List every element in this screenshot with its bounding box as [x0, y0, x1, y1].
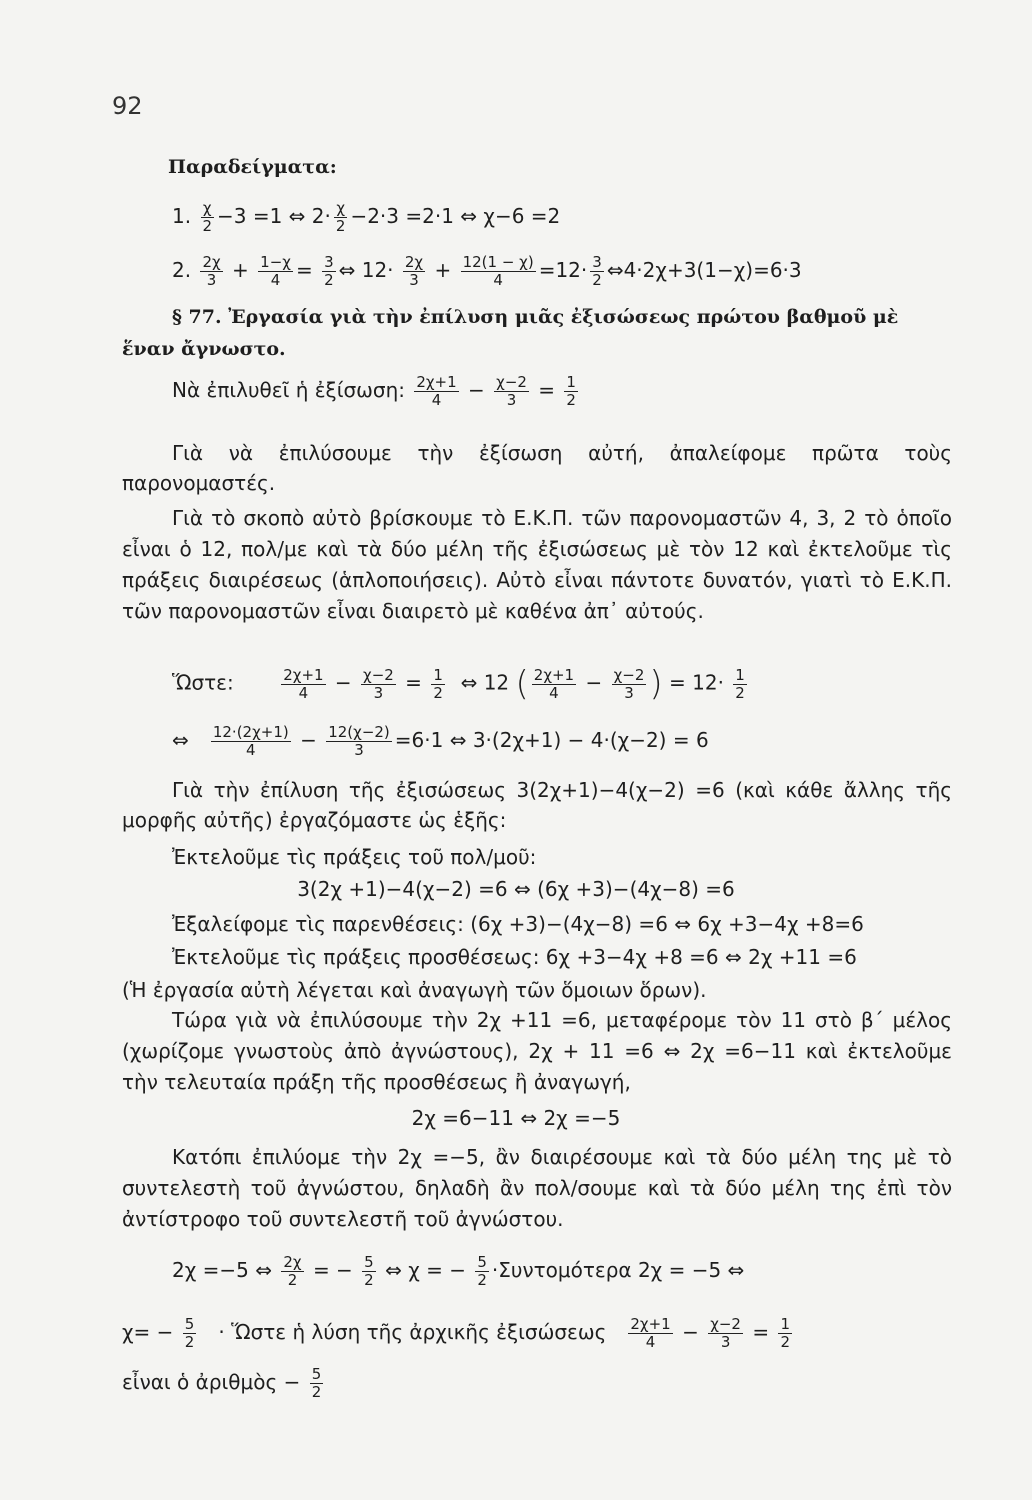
- equation-hence: Ὥστε: $\frac{2\chi+1}{4}$ − $\frac{\chi-2}{3}$ = $\frac{1}{2}$ ⇔ 12 ( $\frac{2\chi+1}{4}$ − $\frac{\chi-2}{3}$ ) = 12· $\frac{1}{2}$: [172, 664, 745, 704]
- fraction: $\frac{\chi}{2}$: [202, 199, 212, 235]
- equation-centered: 2χ =6−11 ⇔ 2χ =−5: [411, 1106, 621, 1130]
- paragraph: Τώρα γιὰ νὰ ἐπιλύσουμε τὴν 2χ +11 =6, μεταφέρομε τὸν 11 στὸ β΄ μέλος (χωρίζομε γνωστοὺς ἀπὸ ἀγνώστους), 2χ + 11 =6 ⇔ 2χ =6−11 καὶ ἐκτελοῦμε τὴν τελευταία πράξη τῆς προσθέσεως ἢ ἀναγωγή,: [122, 1008, 952, 1094]
- paragraph: (Ἡ ἐργασία αὐτὴ λέγεται καὶ ἀναγωγὴ τῶν ὅμοιων ὅρων).: [122, 978, 707, 1002]
- example-2: 2. $\frac{2\chi}{3}$ + $\frac{1-\chi}{4}$ = $\frac{3}{2}$ ⇔ 12· $\frac{2\chi}{3}$ + $\frac{12(1 - \chi)}{4}$ =12· $\frac{3}{2}$ ⇔4·2χ+3(1−χ)=6·3: [172, 253, 802, 289]
- paragraph: Ἐξαλείφομε τὶς παρενθέσεις: (6χ +3)−(4χ−8) =6 ⇔ 6χ +3−4χ +8=6: [172, 912, 864, 936]
- examples-heading: Παραδείγματα:: [168, 156, 337, 178]
- equation-centered: 3(2χ +1)−4(χ−2) =6 ⇔ (6χ +3)−(4χ−8) =6: [297, 877, 735, 901]
- paragraph: Ἐκτελοῦμε τὶς πράξεις προσθέσεως: 6χ +3−4χ +8 =6 ⇔ 2χ +11 =6: [172, 945, 857, 969]
- example-1: 1. $\frac{\chi}{2}$ −3 =1 ⇔ 2· $\frac{\chi}{2}$ −2·3 =2·1 ⇔ χ−6 =2: [172, 199, 561, 235]
- paragraph: Γιὰ τὴν ἐπίλυση τῆς ἐξισώσεως 3(2χ+1)−4(χ−2) =6 (καὶ κάθε ἄλλης τῆς μορφῆς αὐτῆς) ἐργαζόμαστε ὡς ἑξῆς:: [122, 778, 952, 832]
- equation-final-3: εἶναι ὁ ἀριθμὸς − $\frac{5}{2}$: [122, 1365, 322, 1401]
- page-number: 92: [112, 92, 143, 120]
- section-title-line2: ἕναν ἄγνωστο.: [122, 338, 286, 360]
- fraction: $\frac{\chi}{2}$: [335, 199, 346, 235]
- paragraph: Γιὰ νὰ ἐπιλύσουμε τὴν ἐξίσωση αὐτή, ἀπαλείφομε πρῶτα τοὺς παρονομαστές.: [122, 441, 952, 495]
- paragraph: Ἐκτελοῦμε τὶς πράξεις τοῦ πολ/μοῦ:: [172, 845, 537, 869]
- paragraph: Γιὰ τὸ σκοπὸ αὐτὸ βρίσκουμε τὸ Ε.Κ.Π. τῶν παρονομαστῶν 4, 3, 2 τὸ ὁποῖο εἶναι ὁ 12, πολ/με καὶ τὰ δύο μέλη τῆς ἐξισώσεως μὲ τὸν 12 καὶ ἐκτελοῦμε τὶς πράξεις διαιρέσεως (ἁπλοποιήσεις). Αὐτὸ εἶναι πάντοτε δυνατόν, γιατὶ τὸ Ε.Κ.Π. τῶν παρονομαστῶν εἶναι διαιρετὸ μὲ καθένα ἀπ᾿ αὐτούς.: [122, 506, 952, 623]
- equation-step: ⇔ $\frac{12\cdot(2\chi+1)}{4}$ − $\frac{12(\chi-2)}{3}$ =6·1 ⇔ 3·(2χ+1) − 4·(χ−2) = 6: [172, 723, 709, 759]
- equation-statement: Νὰ ἐπιλυθεῖ ἡ ἐξίσωση: $\frac{2\chi+1}{4}$ − $\frac{\chi-2}{3}$ = $\frac{1}{2}$: [172, 373, 576, 409]
- section-title-line1: § 77. Ἐργασία γιὰ τὴν ἐπίλυση μιᾶς ἐξισώσεως πρώτου βαθμοῦ μὲ: [172, 306, 899, 328]
- equation-final-2: χ= − $\frac{5}{2}$ · Ὥστε ἡ λύση τῆς ἀρχικῆς ἐξισώσεως $\frac{2\chi+1}{4}$ − $\frac{\chi-2}{3}$ = $\frac{1}{2}$: [122, 1315, 791, 1351]
- equation-final-1: 2χ =−5 ⇔ $\frac{2\chi}{2}$ = − $\frac{5}{2}$ ⇔ χ = − $\frac{5}{2}$ ·Συντομότερα 2χ = −5 ⇔: [172, 1253, 745, 1289]
- paragraph: Κατόπι ἐπιλύομε τὴν 2χ =−5, ἂν διαιρέσουμε καὶ τὰ δύο μέλη της μὲ τὸ συντελεστὴ τοῦ ἀγνώστου, δηλαδὴ ἂν πολ/σουμε καὶ τὰ δύο μέλη της ἐπὶ τὸν ἀντίστροφο τοῦ συντελεστῆ τοῦ ἀγνώστου.: [122, 1145, 952, 1231]
